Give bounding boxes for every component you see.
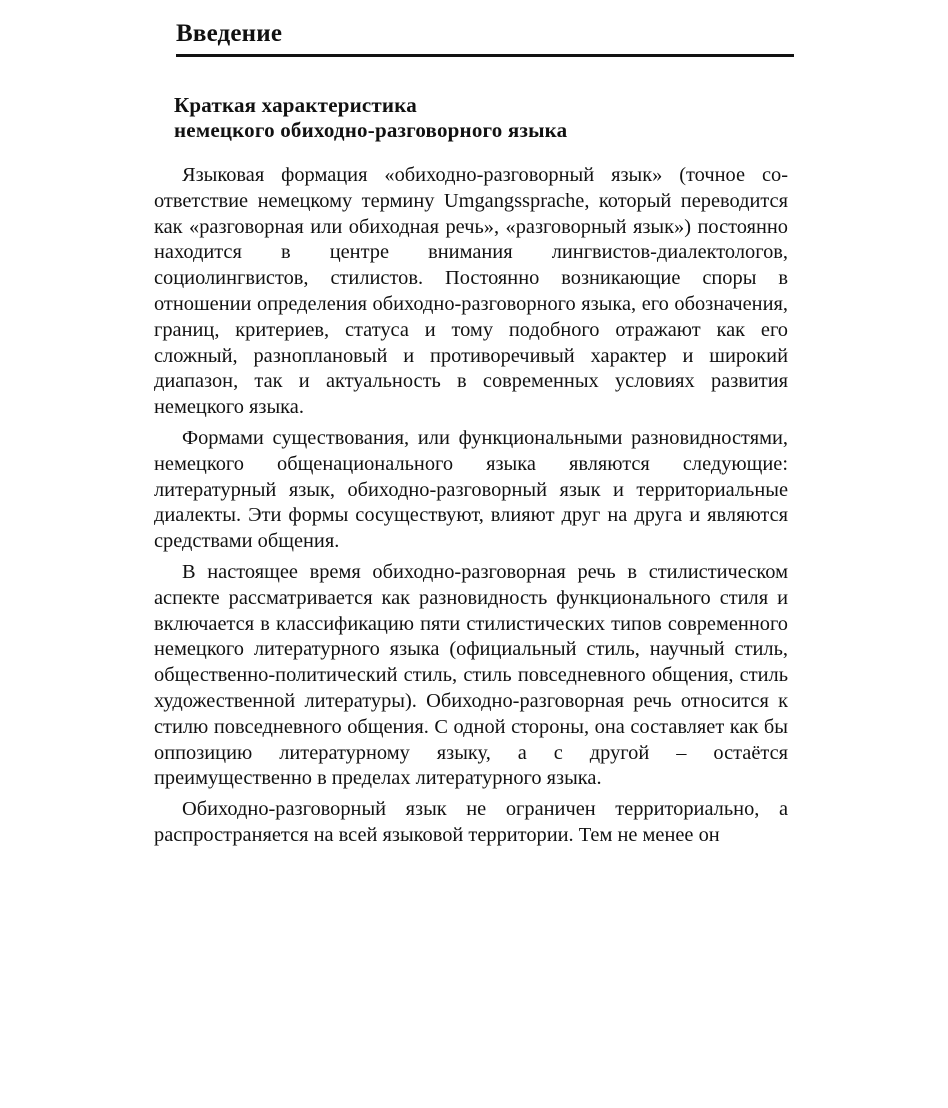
header-rule	[176, 54, 794, 57]
paragraph: В настоящее время обиходно-разговорная речь в стилистическом аспекте рассматривается как разновидность функционального стиля и включается в классификацию пяти стилистических типов современного немецкого литературного языка (официальный стиль, научный стиль, общественно-политический стиль, стиль повседневного общения, стиль художественной литературы). Обиходно-разговорная речь относится к стилю повседневного общения. С одной стороны, она составляет как бы оппозицию литературному языку, а с другой – остаётся преимущественно в пределах литературного языка.	[154, 560, 788, 790]
paragraph: Обиходно-разговорный язык не ограничен территориально, а распространяется на всей языковой территории. Тем не менее он	[154, 798, 788, 846]
paragraph: Языковая формация «обиходно-разговорный язык» (точное соответствие немецкому термину Umgangssprache, который переводится как «разговорная или обиходная речь», «разговорный язык») постоянно находится в центре внимания лингвистов-диалектологов, социолингвистов, стилистов. Постоянно возникающие споры в отношении определения обиходно-разговорного языка, его обозначения, границ, критериев, статуса и тому подобного отражают как его сложный, разноплановый и противоречивый характер и широкий диапазон, так и актуальность в современных условиях развития немецкого языка.	[154, 164, 788, 419]
section-title-line-1: Краткая характеристика	[174, 93, 417, 117]
running-head: Введение	[176, 20, 283, 47]
section-title-line-2: немецкого обиходно-разговорного языка	[174, 118, 568, 142]
paragraph: Формами существования, или функциональными разновидностями, немецкого общенационального языка являются следующие: литературный язык, обиходно-разговорный язык и территориальные диалекты. Эти формы сосуществуют, влияют друг на друга и являются средствами общения.	[154, 426, 788, 553]
section-title	[174, 93, 814, 143]
body-text	[154, 163, 788, 849]
